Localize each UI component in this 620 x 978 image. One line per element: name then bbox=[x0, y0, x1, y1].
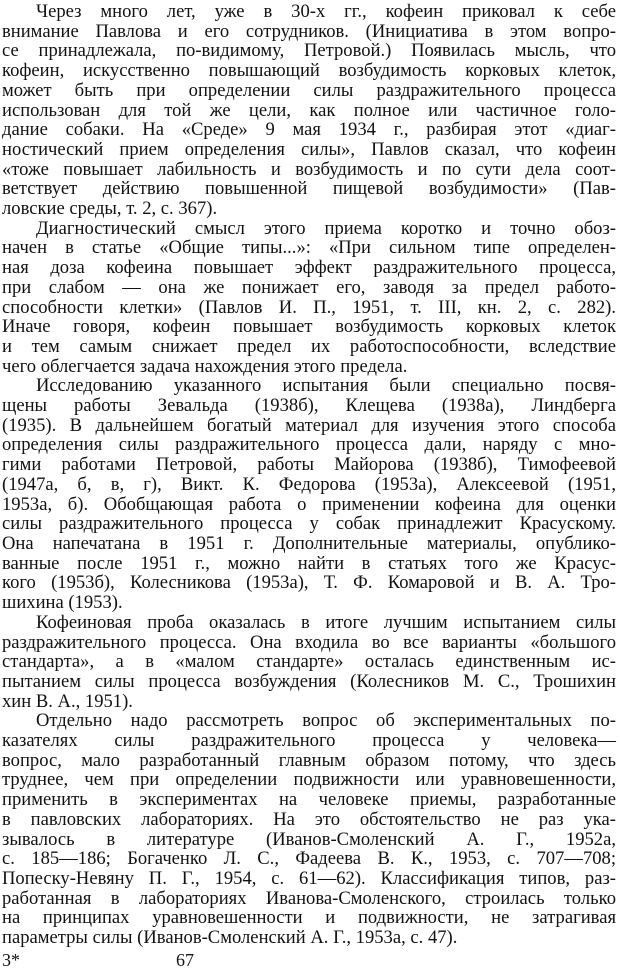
text-line: ностический прием определения силы», Павлов сказал, что кофеин bbox=[2, 138, 616, 160]
text-line: хин В. А., 1951). bbox=[2, 690, 133, 712]
text-line: в павловских лабораториях. На это обстоятельство не раз ука- bbox=[2, 808, 616, 830]
text-line: Диагностический смысл этого приема коротко и точно обоз- bbox=[36, 217, 616, 239]
text-line: внимание Павлова и его сотрудников. (Инициатива в этом вопро- bbox=[2, 20, 616, 42]
text-line: Кофеиновая проба оказалась в итоге лучшим испытанием силы bbox=[36, 611, 616, 633]
text-line: ванные после 1951 г., можно найти в статьях того же Красус- bbox=[2, 552, 616, 574]
page-number: 67 bbox=[176, 950, 194, 970]
text-line: при слабом — она же понижает его, заводя за предел работо- bbox=[2, 276, 616, 298]
text-line: Исследованию указанного испытания были специально посвя- bbox=[36, 375, 616, 397]
text-line: дание собаки. На «Среде» 9 мая 1934 г., разбирая этот «диаг- bbox=[2, 119, 616, 141]
text-line: 1953а, б). Обобщающая работа о применении кофеина для оценки bbox=[2, 493, 616, 515]
text-line: параметры силы (Иванов-Смоленский А. Г., 1953а, с. 47). bbox=[2, 927, 458, 948]
text-line: «тоже повышает лабильность и возбудимость и по сути дела соот- bbox=[2, 158, 616, 180]
text-line: (1935). В дальнейшем богатый материал для изучения этого способа bbox=[2, 414, 616, 436]
text-line: кого (1953б), Колесникова (1953а), Т. Ф. Комаровой и В. А. Тро- bbox=[2, 572, 616, 594]
text-line: (1947а, б, в, г), Викт. К. Федорова (1953а), Алексеевой (1951, bbox=[2, 473, 616, 495]
text-line: труднее, чем при определении подвижности или уравновешенности, bbox=[2, 769, 616, 791]
text-line: ловские среды, т. 2, с. 367). bbox=[2, 198, 218, 219]
text-line: Через много лет, уже в 30-х гг., кофеин приковал к себе bbox=[36, 1, 616, 22]
text-line: ветствует действию повышенной пищевой возбудимости» (Пав- bbox=[2, 178, 616, 200]
text-line: пытанием силы процесса возбуждения (Колесников М. С., Трошихин bbox=[2, 670, 616, 692]
text-line: кофеин, искусственно повышающий возбудимость корковых клеток, bbox=[2, 60, 616, 82]
text-line: казателях силы раздражительного процесса у человека— bbox=[2, 730, 616, 751]
text-line: се принадлежала, по-видимому, Петровой.) Появилась мысль, что bbox=[2, 40, 616, 62]
text-line: Иначе говоря, кофеин повышает возбудимость корковых клеток bbox=[2, 316, 616, 338]
text-line: чего облегчается задача нахождения этого предела. bbox=[2, 355, 408, 377]
text-line: и тем самым снижает предел их работоспособности, вследствие bbox=[2, 335, 616, 357]
text-line: стандарта», а в «малом стандарте» осталась единственным ис- bbox=[2, 651, 616, 673]
text-line: раздражительного процесса. Она входила во все варианты «большого bbox=[2, 631, 616, 653]
text-line: на принципах уравновешенности и подвижности, не затрагивая bbox=[2, 907, 616, 929]
text-line: шихина (1953). bbox=[2, 592, 123, 614]
text-line: применить в экспериментах на человеке приемы, разработанные bbox=[2, 789, 616, 811]
text-line: Попеску-Невяну П. Г., 1954, с. 61—62). Классификация типов, раз- bbox=[2, 867, 616, 889]
text-line: Отдельно надо рассмотреть вопрос об экспериментальных по- bbox=[36, 710, 616, 732]
text-line: определения силы раздражительного процесса дали, наряду с мно- bbox=[2, 434, 616, 456]
text-line: способности клетки» (Павлов И. П., 1951, т. III, кн. 2, с. 282). bbox=[2, 296, 616, 318]
text-line: использован для той же цели, как полное или частичное голо- bbox=[2, 99, 616, 121]
signature-mark: 3* bbox=[2, 950, 20, 970]
text-line: может быть при определении силы раздражительного процесса bbox=[2, 79, 616, 101]
text-line: ная доза кофеина повышает эффект раздражительного процесса, bbox=[2, 257, 616, 279]
text-line: гими работами Петровой, работы Майорова (1938б), Тимофеевой bbox=[2, 454, 616, 476]
text-line: с. 185—186; Богаченко Л. С., Фадеева В. К., 1953, с. 707—708; bbox=[2, 848, 616, 870]
text-line: работанная в лабораториях Иванова-Смоленского, строилась только bbox=[2, 887, 616, 909]
text-line: зывалось в литературе (Иванов-Смоленский А. Г., 1952а, bbox=[2, 828, 616, 850]
text-line: начен в статье «Общие типы...»: «При сильном типе определен- bbox=[2, 237, 616, 259]
text-line: силы раздражительного процесса у собак принадлежит Красускому. bbox=[2, 513, 616, 535]
text-line: Она напечатана в 1951 г. Дополнительные материалы, опублико- bbox=[2, 533, 616, 554]
text-line: вопрос, мало разработанный главным образом потому, что здесь bbox=[2, 749, 616, 771]
text-line: щены работы Зевальда (1938б), Клещева (1938а), Линдберга bbox=[2, 395, 616, 416]
